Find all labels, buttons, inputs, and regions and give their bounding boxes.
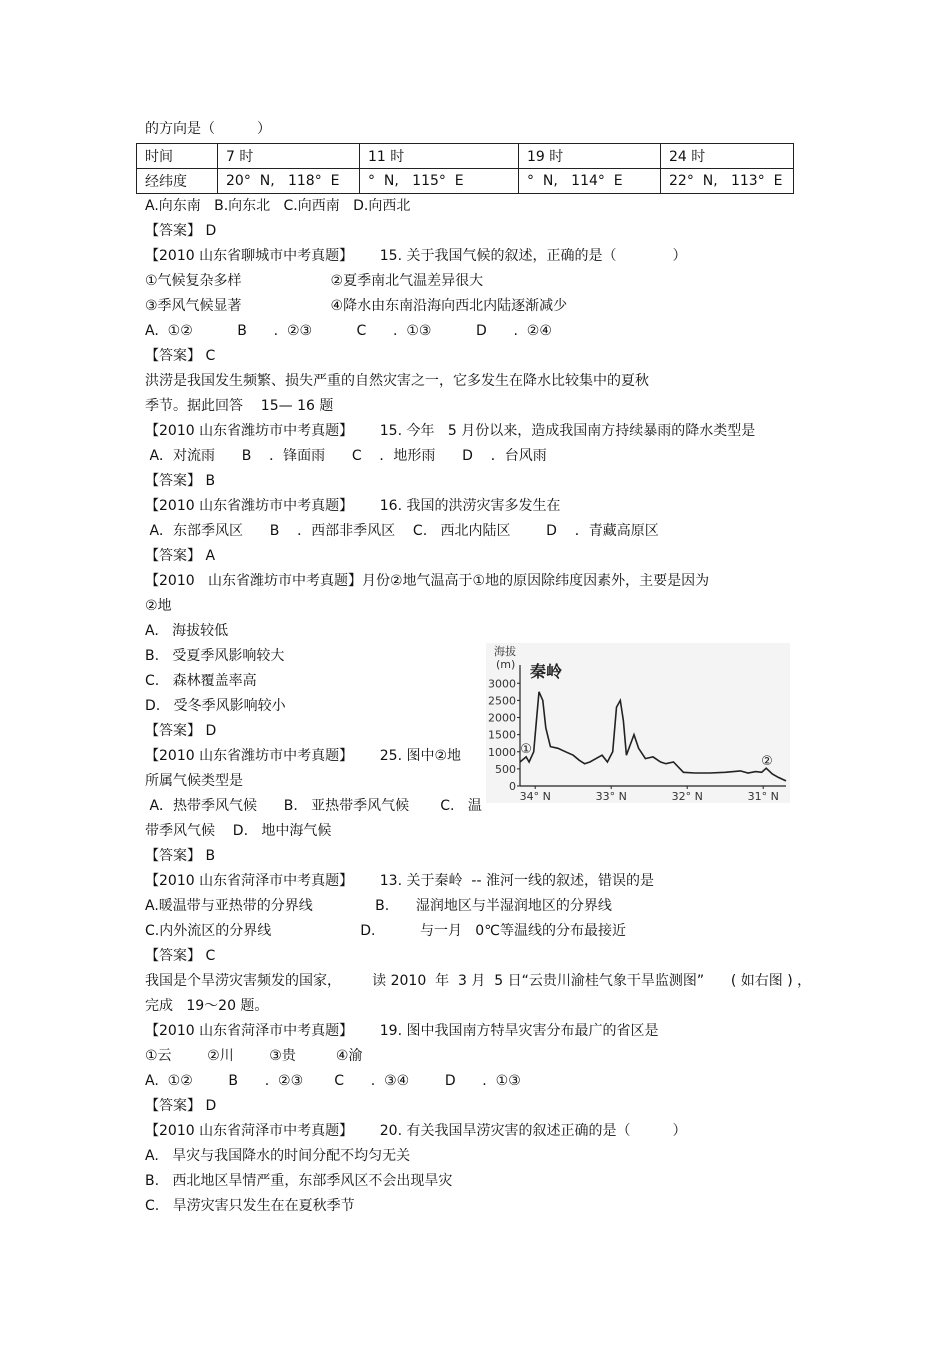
answer-line: 【答案】 C <box>145 348 216 364</box>
question-line: 【2010 山东省菏泽市中考真题】 13. 关于秦岭 -- 淮河一线的叙述，错误的是 <box>145 873 654 889</box>
text-line: 季节。据此回答 15— 16 题 <box>145 398 334 414</box>
answer-line: 【答案】 C <box>145 948 216 964</box>
table-cell: ° N, 114° E <box>519 169 661 194</box>
question-line: 【2010 山东省潍坊市中考真题】月份②地气温高于①地的原因除纬度因素外，主要是因为 <box>145 573 710 589</box>
x-tick-label: 32° N <box>671 790 703 803</box>
options-line: C.内外流区的分界线 D. 与一月 0℃等温线的分布最接近 <box>145 923 626 939</box>
table-cell: 7 时 <box>218 144 360 169</box>
question-line: 【2010 山东省潍坊市中考真题】 15. 今年 5 月份以来，造成我国南方持续暴雨的降水类型是 <box>145 423 756 439</box>
text-line: ①云 ②川 ③贵 ④渝 <box>145 1048 363 1064</box>
text-line: 完成 19～20 题。 <box>145 998 269 1014</box>
y-tick-label: 0 <box>509 780 516 793</box>
table-row <box>137 169 794 194</box>
location-marker: ② <box>761 753 773 769</box>
question-line: 【2010 山东省聊城市中考真题】 15. 关于我国气候的叙述，正确的是（ ） <box>145 248 687 264</box>
elevation-line <box>520 692 786 781</box>
options-line: A. ①② B . ②③ C . ①③ D . ②④ <box>145 323 552 339</box>
options-line: A. ①② B . ②③ C . ③④ D . ①③ <box>145 1073 521 1089</box>
time-latlon-table <box>136 143 794 194</box>
option-line: A. 旱灾与我国降水的时间分配不均匀无关 <box>145 1148 411 1164</box>
y-tick-label: 3000 <box>488 677 516 691</box>
question-line: 【2010 山东省潍坊市中考真题】 25. 图中②地 <box>145 748 462 764</box>
table-row <box>137 144 794 169</box>
table-cell: 22° N, 113° E <box>661 169 794 194</box>
y-tick-label: 2000 <box>488 711 516 725</box>
option-line: B. 西北地区旱情严重，东部季风区不会出现旱灾 <box>145 1173 453 1189</box>
options-line: A.暖温带与亚热带的分界线 B. 湿润地区与半湿润地区的分界线 <box>145 898 612 914</box>
answer-line: 【答案】 D <box>145 223 217 239</box>
table-cell: 19 时 <box>519 144 661 169</box>
elevation-chart <box>486 643 790 803</box>
option-line: B. 受夏季风影响较大 <box>145 648 285 664</box>
answer-line: 【答案】 B <box>145 848 216 864</box>
location-marker: ① <box>520 741 532 757</box>
text-line: ①气候复杂多样 ②夏季南北气温差异很大 <box>145 273 484 289</box>
question-line: 【2010 山东省潍坊市中考真题】 16. 我国的洪涝灾害多发生在 <box>145 498 561 514</box>
table-cell: 经纬度 <box>137 169 218 194</box>
y-axis-label: 海拔 <box>494 645 516 658</box>
option-line: A. 海拔较低 <box>145 623 229 639</box>
option-line: C. 旱涝灾害只发生在在夏秋季节 <box>145 1198 355 1214</box>
table-cell: 11 时 <box>360 144 519 169</box>
text-line: ②地 <box>145 598 172 614</box>
y-axis-unit: (m) <box>496 658 516 671</box>
chart-title: 秦岭 <box>530 662 563 681</box>
text-line: 洪涝是我国发生频繁、损失严重的自然灾害之一，它多发生在降水比较集中的夏秋 <box>145 373 649 389</box>
options-line: 带季风气候 D. 地中海气候 <box>145 823 332 839</box>
option-line: D. 受冬季风影响较小 <box>145 698 286 714</box>
x-tick-label: 33° N <box>595 790 627 803</box>
question-line: 【2010 山东省菏泽市中考真题】 20. 有关我国旱涝灾害的叙述正确的是（ ） <box>145 1123 687 1139</box>
options-line: A．热带季风气候 B. 亚热带季风气候 C. 温 <box>145 798 482 814</box>
y-tick-label: 1500 <box>488 728 516 742</box>
x-tick-label: 31° N <box>747 790 779 803</box>
elevation-profile-figure <box>486 643 790 803</box>
table-cell: ° N, 115° E <box>360 169 519 194</box>
text-line: 我国是个旱涝灾害频发的国家， 读 2010 年 3 月 5 日“云贵川渝桂气象干旱监测图” ( 如右图 ) ， <box>145 973 812 989</box>
answer-line: 【答案】 A <box>145 548 216 564</box>
text-line: A.向东南 B.向东北 C.向西南 D.向西北 <box>145 198 411 214</box>
answer-line: 【答案】 D <box>145 1098 217 1114</box>
y-tick-label: 500 <box>495 762 516 776</box>
y-tick-label: 1000 <box>488 745 516 759</box>
x-tick-label: 34° N <box>519 790 551 803</box>
question-line: 【2010 山东省菏泽市中考真题】 19. 图中我国南方特旱灾害分布最广的省区是 <box>145 1023 659 1039</box>
table-cell: 时间 <box>137 144 218 169</box>
text-line: 所属气候类型是 <box>145 773 243 789</box>
intro-line: 的方向是（ ） <box>145 121 271 137</box>
text-line: ③季风气候显著 ④降水由东南沿海向西北内陆逐渐减少 <box>145 298 568 314</box>
table-cell: 20° N, 118° E <box>218 169 360 194</box>
option-line: C. 森林覆盖率高 <box>145 673 257 689</box>
y-tick-label: 2500 <box>488 694 516 708</box>
options-line: A．东部季风区 B ．西部非季风区 C. 西北内陆区 D ．青藏高原区 <box>145 523 659 539</box>
answer-line: 【答案】 D <box>145 723 217 739</box>
options-line: A．对流雨 B ．锋面雨 C ．地形雨 D ．台风雨 <box>145 448 547 464</box>
answer-line: 【答案】 B <box>145 473 216 489</box>
table-cell: 24 时 <box>661 144 794 169</box>
